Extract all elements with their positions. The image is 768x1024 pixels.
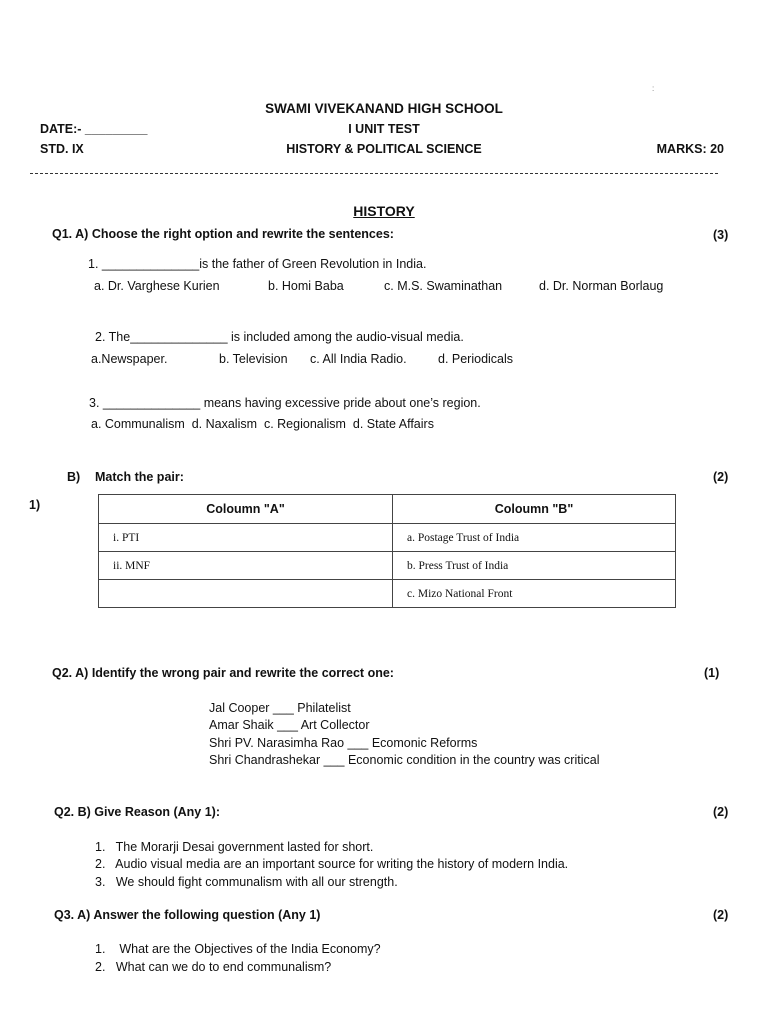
q2a-pair-1: Jal Cooper ___ Philatelist <box>209 701 351 715</box>
header-divider <box>30 173 718 174</box>
table-row <box>99 552 676 580</box>
q1b-prompt: Match the pair: <box>95 470 184 484</box>
column-a-cell: i. PTI <box>99 524 393 552</box>
q1a-item-2-question: 2. The______________ is included among the audio-visual media. <box>95 330 464 344</box>
q1a-item-2-option-a: a.Newspaper. <box>91 352 168 366</box>
q2b-prompt: Q2. B) Give Reason (Any 1): <box>54 805 221 819</box>
q2a-pair-2: Amar Shaik ___ Art Collector <box>209 718 370 732</box>
column-b-cell: c. Mizo National Front <box>393 580 676 608</box>
corner-mark: : <box>652 84 655 93</box>
q1a-item-2-option-b: b. Television <box>219 352 288 366</box>
column-a-cell: ii. MNF <box>99 552 393 580</box>
q1a-item-2-option-c: c. All India Radio. <box>310 352 407 366</box>
q1a-item-1-question: 1. ______________is the father of Green Revolution in India. <box>88 257 427 271</box>
q2b-reason-2: 2. Audio visual media are an important source for writing the history of modern India. <box>95 857 569 871</box>
q1b-label: B) <box>67 470 81 484</box>
q1a-marks: (3) <box>713 228 729 242</box>
table-row <box>99 580 676 608</box>
column-b-cell: a. Postage Trust of India <box>393 524 676 552</box>
section-title: HISTORY <box>353 203 415 219</box>
q1a-item-2-option-d: d. Periodicals <box>438 352 514 366</box>
date-field: DATE:- _________ <box>40 122 148 136</box>
q1b-side-number: 1) <box>29 498 41 512</box>
q1a-item-3-options: a. Communalism d. Naxalism c. Regionalism d. State Affairs <box>91 417 434 431</box>
q1a-prompt: Q1. A) Choose the right option and rewrite the sentences: <box>52 227 394 241</box>
column-a-header: Coloumn "A" <box>99 495 393 524</box>
q1a-item-1-option-d: d. Dr. Norman Borlaug <box>539 279 664 293</box>
standard: STD. IX <box>40 142 84 156</box>
q2b-reason-1: 1. The Morarji Desai government lasted for short. <box>95 840 374 854</box>
q3a-question-2: 2. What can we do to end communalism? <box>95 960 332 974</box>
match-table <box>98 494 676 608</box>
column-b-header: Coloumn "B" <box>393 495 676 524</box>
q1a-item-1-option-c: c. M.S. Swaminathan <box>384 279 503 293</box>
q3a-question-1: 1. What are the Objectives of the India Economy? <box>95 942 381 956</box>
match-table-header-row <box>99 495 676 524</box>
subject: HISTORY & POLITICAL SCIENCE <box>286 142 482 156</box>
q3a-marks: (2) <box>713 908 729 922</box>
q2b-reason-3: 3. We should fight communalism with all our strength. <box>95 875 398 889</box>
q1a-item-1-option-a: a. Dr. Varghese Kurien <box>94 279 220 293</box>
q2b-marks: (2) <box>713 805 729 819</box>
q2a-pair-4: Shri Chandrashekar ___ Economic condition in the country was critical <box>209 753 600 767</box>
table-row <box>99 524 676 552</box>
test-name: I UNIT TEST <box>348 122 420 136</box>
q3a-prompt: Q3. A) Answer the following question (Any 1) <box>54 908 321 922</box>
column-b-cell: b. Press Trust of India <box>393 552 676 580</box>
q2a-pair-3: Shri PV. Narasimha Rao ___ Ecomonic Reforms <box>209 736 478 750</box>
q2a-marks: (1) <box>704 666 720 680</box>
q2a-prompt: Q2. A) Identify the wrong pair and rewrite the correct one: <box>52 666 394 680</box>
column-a-cell <box>99 580 393 608</box>
total-marks: MARKS: 20 <box>656 142 724 156</box>
q1a-item-1-option-b: b. Homi Baba <box>268 279 344 293</box>
q1b-marks: (2) <box>713 470 729 484</box>
school-name: SWAMI VIVEKANAND HIGH SCHOOL <box>265 101 503 116</box>
q1a-item-3-question: 3. ______________ means having excessive pride about one’s region. <box>89 396 481 410</box>
